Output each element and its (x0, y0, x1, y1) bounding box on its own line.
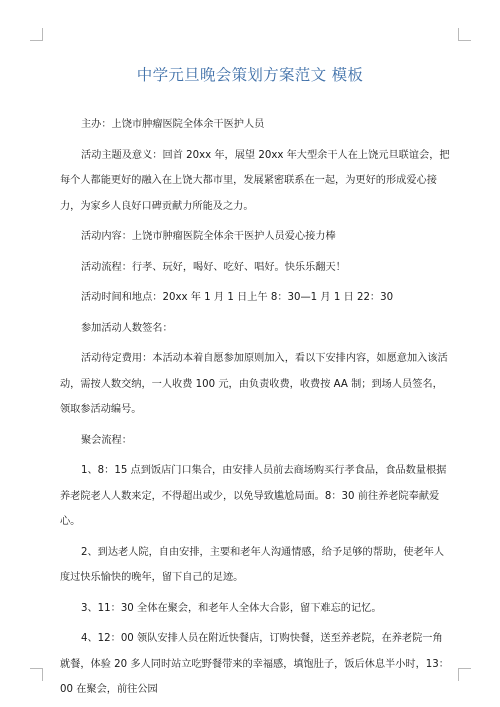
paragraph-content: 活动内容：上饶市肿瘤医院全体余干医护人员爱心接力棒 (81, 231, 336, 242)
paragraph-organizer: 主办：上饶市肿瘤医院全体余干医护人员 (81, 119, 265, 130)
document-body (60, 112, 450, 703)
paragraph-process: 活动流程：行孝、玩好，喝好、吃好、唱好。快乐乐翻天！ (81, 261, 346, 273)
paragraph-fees: 活动待定费用：本活动本着自愿参加原则加入，看以下安排内容，如愿意加入该活动，需按人数交纳，一人收费 100 元，由负责收费，收费按 AA 制；到场人员签名，领取参活动编号。 (60, 353, 448, 415)
paragraph-signup: 参加活动人数签名： (81, 322, 173, 334)
paragraph-theme: 活动主题及意义：回首 20xx 年，展望 20xx 年大型余干人在上饶元旦联谊会，把每个人都能更好的融入在上饶大都市里，发展紧密联系在一起，为更好的形成爱心接力，为家乡人良好口碑贡献力所能及之力。 (60, 149, 450, 212)
crop-mark-top-right (458, 28, 471, 41)
paragraph-step-4: 4、12：00 领队安排人员在附近快餐店，订购快餐，送至养老院，在养老院一角就餐，体验 20 多人同时站立吃野餐带来的幸福感，填饱肚子，饭后休息半小时，13：00 在聚会，前往公园 (60, 633, 449, 695)
paragraph-step-2: 2、到达老人院，自由安排，主要和老年人沟通情感，给予足够的帮助，使老年人度过快乐愉快的晚年，留下自己的足迹。 (60, 546, 445, 583)
paragraph-step-1: 1、8：15 点到饭店门口集合，由安排人员前去商场购买行孝食品，食品数量根据养老院老人人数来定，不得超出或少，以免导致尴尬局面。8：30 前往养老院奉献爱心。 (60, 465, 447, 527)
document-title: 中学元旦晚会策划方案范文 模板 (136, 66, 364, 84)
crop-mark-top-left (30, 28, 43, 41)
paragraph-flow-heading: 聚会流程： (81, 434, 132, 446)
paragraph-time-place: 活动时间和地点：20xx 年 1 月 1 日上午 8：30—1 月 1 日 22：30 (81, 292, 394, 303)
paragraph-step-3: 3、11：30 全体在聚会，和老年人全体大合影，留下难忘的记忆。 (81, 602, 382, 614)
crop-mark-bottom-right (458, 668, 471, 681)
crop-mark-bottom-left (30, 668, 43, 681)
